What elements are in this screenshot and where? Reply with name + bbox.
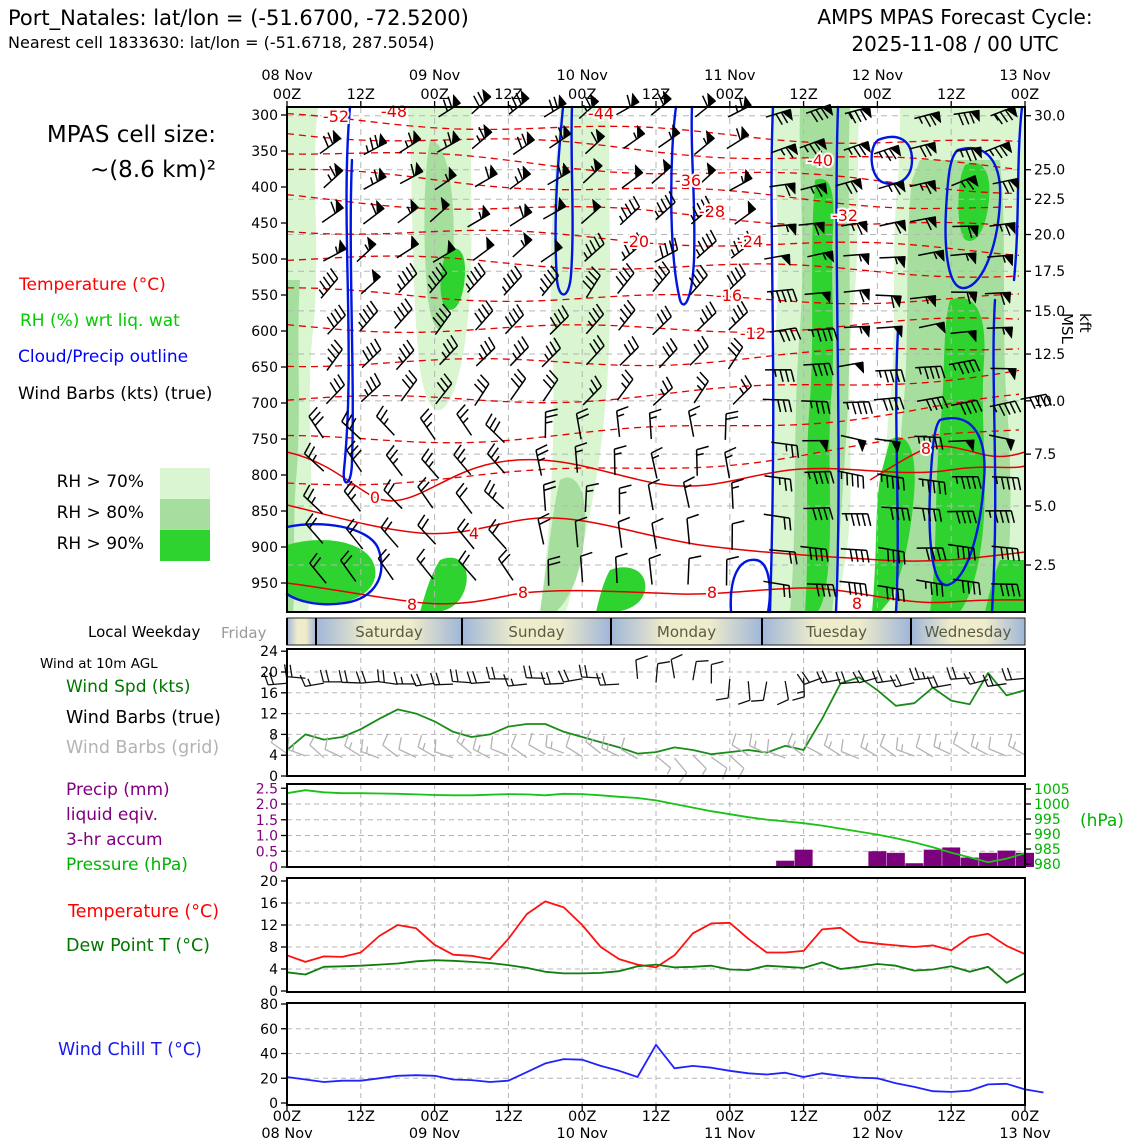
wind-barb (345, 734, 361, 756)
contour-label: -44 (587, 104, 615, 123)
wind-barb (476, 337, 495, 366)
y-tick-label: 80 (260, 997, 278, 1013)
weekday-bar (287, 618, 1025, 645)
top-z-label: 00Z (863, 87, 892, 103)
kft-tick-label: 30.0 (1034, 108, 1066, 125)
wind-barb (916, 735, 932, 756)
wind-barb (656, 756, 671, 774)
top-date-label: 08 Nov (261, 68, 313, 84)
wind-barb (732, 521, 744, 550)
pressure-tick-label: 300 (251, 108, 278, 124)
wind-barb (751, 682, 767, 702)
bottom-z-label: 12Z (789, 1109, 818, 1125)
wind-barb (357, 237, 376, 262)
wind-barb (622, 165, 643, 188)
y-tick-label: 20 (260, 1071, 278, 1088)
top-date-label: 12 Nov (851, 68, 904, 84)
contour-label: -20 (622, 232, 650, 251)
weekday-label: Monday (656, 623, 717, 641)
panel-grid (287, 878, 1025, 992)
wind-barb (694, 131, 714, 155)
wind-barb (431, 673, 453, 685)
bottom-z-label: 00Z (272, 1109, 302, 1125)
wind-barb (693, 661, 709, 681)
cell-size-line2: ~(8.6 km)² (89, 157, 216, 183)
pressure-tick-label: 450 (251, 216, 278, 232)
contour-label: 0 (369, 488, 381, 507)
y-tick-label: 8 (269, 940, 278, 956)
wind-barb (617, 407, 629, 437)
y-tick-label: 2.0 (255, 797, 278, 813)
wind10m-label: Wind at 10m AGL (40, 656, 158, 672)
wind-barb (491, 736, 509, 755)
y-tick-label: 12 (260, 706, 278, 723)
rh70-swatch (160, 468, 210, 499)
wind-barb (732, 479, 744, 509)
rh80-swatch (160, 499, 210, 530)
hpa-tick-label: 985 (1034, 842, 1061, 858)
wind-barb (386, 445, 402, 475)
wind-barb (788, 733, 804, 755)
wind-barb (694, 372, 708, 403)
precip-bar (868, 851, 886, 867)
wind-barb (359, 301, 378, 331)
precip-label-2: liquid eqiv. (66, 805, 159, 825)
wind-barb (1009, 734, 1026, 755)
wind-barb (620, 336, 638, 365)
y-tick-label: 0 (269, 1096, 278, 1112)
wind-barb (362, 339, 381, 368)
top-z-label: 00Z (1010, 87, 1040, 103)
y-tick-label: 4 (269, 962, 278, 978)
wind-barb (693, 755, 706, 774)
legend-rh: RH (%) wrt liq. wat (20, 311, 180, 331)
bottom-z-label: 12Z (937, 1109, 966, 1125)
temperature-panel (260, 874, 1025, 1000)
contour-label: 8 (406, 595, 418, 614)
contour-label: 8 (706, 583, 718, 602)
y-tick-label: 1.0 (255, 828, 278, 845)
pressure-tick-label: 900 (251, 540, 278, 556)
wind-barb (327, 305, 345, 334)
pressure-tick-label: 400 (251, 180, 278, 196)
hpa-unit-label: (hPa) (1080, 811, 1124, 831)
contour-label: -36 (674, 171, 702, 190)
pressure-tick-label: 750 (251, 432, 278, 448)
wind-barb (475, 301, 493, 331)
wind-barb (421, 409, 436, 440)
panel-grid (287, 1003, 1025, 1105)
weekday-label: Sunday (508, 623, 565, 641)
wind-barb (475, 165, 497, 187)
contour-label: -52 (322, 107, 350, 126)
y-tick-label: 20 (260, 665, 278, 681)
wind-barb (456, 483, 472, 513)
wind-barb (347, 441, 362, 472)
pressure-tick-label: 700 (251, 396, 278, 412)
kft-tick-label: 10.0 (1034, 393, 1066, 410)
y-tick-label: 40 (260, 1046, 278, 1063)
wind-barb (581, 552, 593, 582)
hpa-tick-label: 1005 (1034, 782, 1070, 798)
legend-temperature: Temperature (°C) (19, 275, 166, 295)
wind-barb (342, 411, 361, 440)
wind-barb (383, 734, 398, 757)
kft-tick-label: 7.5 (1034, 447, 1057, 464)
precip-bar (887, 853, 905, 867)
wind-barb (324, 163, 343, 188)
wind-barb (620, 196, 640, 225)
wind-barb (361, 373, 380, 401)
page-subtitle: Nearest cell 1833630: lat/lon = (-51.6718, 287.5054) (8, 33, 435, 52)
wind-barb (674, 758, 686, 783)
wind-barb (910, 668, 933, 680)
y-tick-label: 2.5 (255, 781, 278, 798)
wind-barb (396, 340, 413, 370)
wind-barb (688, 556, 701, 584)
y-tick-label: 0 (269, 769, 278, 785)
pressure-tick-label: 600 (251, 324, 278, 340)
bottom-date-label: 11 Nov (704, 1126, 756, 1140)
kft-tick-label: 2.5 (1034, 558, 1057, 574)
wind-barb (361, 269, 380, 294)
weekday-axis-label: Local Weekday (88, 623, 201, 641)
top-z-label: 00Z (568, 87, 597, 103)
kft-tick-label: 20.0 (1034, 227, 1066, 244)
y-tick-label: 8 (269, 727, 278, 744)
wind-barb (597, 673, 620, 685)
wind-barb (684, 477, 695, 508)
contour-label: 8 (517, 583, 529, 602)
pressure-label: Pressure (hPa) (66, 855, 188, 875)
bottom-date-label: 10 Nov (556, 1126, 608, 1140)
top-z-label: 12Z (494, 87, 523, 103)
wind-barb (954, 732, 970, 754)
wind-barb (659, 338, 677, 367)
wind-barb (457, 405, 472, 436)
temp-label: Temperature (°C) (68, 902, 220, 922)
hpa-tick-label: 990 (1034, 827, 1061, 843)
top-z-label: 12Z (346, 87, 375, 103)
rh80-label: RH > 80% (56, 503, 144, 523)
rh90-region (596, 567, 645, 612)
wind-spd-legend: Wind Spd (kts) (66, 677, 191, 697)
wind-barb (618, 517, 630, 547)
wind-barb (697, 446, 709, 475)
precip-bar (795, 850, 813, 867)
hpa-tick-label: 995 (1034, 812, 1061, 828)
wind-barb (399, 737, 416, 757)
wind-barb (510, 204, 532, 226)
top-z-label: 00Z (272, 87, 302, 103)
wind-barbs-grid-legend: Wind Barbs (grid) (66, 738, 220, 758)
wind-barb (511, 369, 526, 400)
wind-barb (651, 448, 662, 479)
wind-panel (260, 644, 1025, 785)
precip-label-3: 3-hr accum (66, 830, 163, 850)
wind-barb (566, 735, 582, 757)
bottom-z-label: 00Z (863, 1109, 892, 1125)
wind-barb (472, 89, 491, 114)
precip-bar (924, 850, 942, 867)
y-tick-label: 0 (269, 860, 278, 876)
y-tick-label: 12 (260, 918, 278, 934)
wind-barb (690, 336, 708, 365)
wind-barb (467, 671, 490, 683)
wind-barb (697, 302, 716, 331)
hpa-tick-label: 980 (1034, 857, 1061, 873)
bottom-date-label: 13 Nov (999, 1126, 1051, 1140)
wind-barb (309, 407, 323, 438)
wind-barb (344, 481, 360, 511)
rh90-swatch (160, 530, 210, 561)
hpa-tick-label: 1000 (1034, 797, 1070, 813)
wind-barb (649, 554, 661, 584)
wind-barb (546, 734, 564, 753)
wind-barb (616, 263, 634, 293)
top-date-label: 13 Nov (999, 68, 1051, 84)
wind-barb (619, 485, 631, 514)
wind-barb (319, 268, 338, 298)
windchill-label: Wind Chill T (°C) (58, 1040, 202, 1060)
bottom-z-label: 00Z (420, 1109, 449, 1125)
wind-barb (417, 549, 433, 579)
wind-barb (652, 159, 672, 183)
cross-section-panel (251, 68, 1065, 614)
y-tick-label: 60 (260, 1021, 278, 1038)
wind-barb (725, 448, 736, 479)
wind-barbs-true-legend: Wind Barbs (true) (66, 708, 221, 728)
panel-grid (287, 784, 1025, 867)
contour-label: -32 (831, 206, 859, 225)
kft-tick-label: 25.0 (1034, 162, 1066, 179)
top-date-label: 09 Nov (408, 68, 461, 84)
wind-barb (356, 671, 379, 683)
wind-barb (880, 734, 896, 756)
y-tick-label: 0 (269, 984, 278, 1000)
top-z-label: 12Z (937, 87, 966, 103)
bottom-date-label: 12 Nov (851, 1126, 904, 1140)
wind-barb (320, 130, 341, 153)
wind-barb (364, 168, 387, 190)
wind-barb (472, 124, 492, 148)
wind-barb (896, 737, 914, 756)
wind-barb (377, 406, 395, 435)
forecast-cycle-line1: AMPS MPAS Forecast Cycle: (817, 5, 1093, 29)
contour-label: -16 (715, 286, 743, 305)
wind-barb (616, 93, 639, 115)
contour-label: 8 (851, 594, 863, 613)
weekday-friday-label: Friday (221, 624, 267, 642)
kft-tick-label: 17.5 (1034, 264, 1066, 281)
y-tick-label: 16 (260, 896, 278, 912)
wind-barb (652, 518, 663, 549)
wind-barb (687, 515, 699, 545)
kft-axis-label: kft MSL (1058, 313, 1094, 344)
wind-barb (504, 674, 527, 686)
contour-label: -24 (736, 232, 764, 251)
wind-barb (326, 375, 344, 404)
wind-barb (716, 679, 730, 700)
wind-barb (381, 518, 398, 548)
bottom-time-axis (261, 1105, 1051, 1140)
top-z-label: 12Z (789, 87, 818, 103)
panel-grid (287, 649, 1025, 776)
wind-barb (934, 734, 951, 754)
wind-barb (418, 515, 436, 544)
wind-barb (617, 370, 632, 400)
wind-barb (473, 237, 494, 260)
wind-barb (513, 132, 534, 155)
bottom-z-label: 12Z (346, 1109, 375, 1125)
pressure-tick-label: 950 (251, 576, 278, 592)
wind-barb (636, 656, 648, 679)
wind-barb (695, 93, 715, 117)
weekday-label: Tuesday (805, 623, 868, 641)
precip-label-1: Precip (mm) (66, 780, 170, 800)
wind-barb (624, 125, 645, 148)
legend-cloud: Cloud/Precip outline (18, 347, 189, 367)
pressure-tick-label: 550 (251, 288, 278, 304)
contour-label: 4 (468, 524, 480, 543)
wind-barb (861, 735, 878, 756)
bottom-z-label: 00Z (1010, 1109, 1040, 1125)
wind-barb (486, 414, 505, 443)
pressure-tick-label: 850 (251, 504, 278, 520)
forecast-cycle (790, 4, 1120, 58)
wind-barb (364, 133, 387, 154)
wind-barb (824, 734, 840, 756)
dewpoint-label: Dew Point T (°C) (66, 936, 211, 956)
y-tick-label: 16 (260, 685, 278, 702)
weekday-label: Saturday (355, 623, 423, 641)
rh90-label: RH > 90% (56, 534, 144, 554)
wind-chill-panel (260, 997, 1043, 1112)
wind-barb (653, 262, 670, 292)
wind-barb (325, 737, 342, 757)
wind-barb (689, 406, 700, 437)
wind-barb (671, 655, 682, 679)
wind-barb (1002, 668, 1025, 680)
pressure-tick-label: 500 (251, 252, 278, 268)
precip-pressure-panel (256, 781, 1070, 876)
wind-barb (300, 675, 324, 686)
wind-barb (485, 480, 504, 508)
bottom-date-label: 08 Nov (261, 1126, 313, 1140)
wind-barb (322, 199, 343, 222)
contour-label: -48 (380, 102, 408, 121)
bottom-z-label: 00Z (715, 1109, 744, 1125)
wind-barb (614, 446, 626, 475)
wind-barb (510, 337, 528, 366)
forecast-cycle-line2: 2025-11-08 / 00 UTC (851, 32, 1059, 56)
wind-barb (989, 737, 1007, 756)
pressure-tick-label: 800 (251, 468, 278, 484)
wind-barb (650, 409, 662, 439)
contour-label: 8 (920, 439, 932, 458)
contour-label: -28 (698, 202, 726, 221)
top-z-label: 12Z (641, 87, 671, 103)
pressure-tick-label: 650 (251, 360, 278, 376)
y-tick-label: 24 (260, 644, 278, 661)
legend-windbarbs: Wind Barbs (kts) (true) (18, 384, 213, 404)
pressure-tick-label: 350 (251, 144, 278, 160)
wind-barb (418, 735, 435, 756)
bottom-z-label: 00Z (568, 1109, 597, 1125)
page-title: Port_Natales: lat/lon = (-51.6700, -72.5200) (8, 6, 469, 30)
wind-barb (488, 444, 505, 474)
y-tick-label: 4 (269, 748, 278, 765)
y-tick-label: 20 (260, 874, 278, 890)
kft-tick-label: 15.0 (1034, 303, 1066, 320)
kft-tick-label: 22.5 (1034, 192, 1066, 209)
y-tick-label: 1.5 (255, 812, 278, 829)
bottom-date-label: 09 Nov (408, 1126, 461, 1140)
kft-tick-label: 12.5 (1034, 347, 1066, 364)
wind-barb (733, 375, 751, 404)
bottom-z-label: 12Z (494, 1109, 523, 1125)
data-line (287, 1045, 1044, 1093)
wind-barb (874, 145, 901, 160)
cell-size-label (10, 118, 216, 188)
wind-barb (361, 739, 379, 758)
y-tick-label: 0.5 (255, 844, 278, 861)
rh70-label: RH > 70% (56, 472, 144, 492)
contour-label: -40 (806, 151, 834, 170)
weekday-label: Wednesday (924, 623, 1012, 641)
wind-barb (422, 449, 439, 479)
wind-barb (511, 735, 527, 757)
top-date-label: 10 Nov (556, 68, 608, 84)
wind-barb (529, 733, 546, 754)
top-z-label: 00Z (420, 87, 449, 103)
bottom-z-label: 12Z (641, 1109, 671, 1125)
wind-barb (513, 232, 532, 257)
wind-barb (971, 734, 988, 755)
weekday-segment (287, 618, 316, 645)
top-date-label: 11 Nov (704, 68, 756, 84)
wind-barb (503, 266, 522, 295)
cell-size-line1: MPAS cell size: (46, 122, 216, 148)
contour-label: -12 (739, 324, 767, 343)
wind-barb (394, 299, 412, 329)
wind-barb (653, 306, 672, 335)
kft-tick-label: 5.0 (1034, 498, 1057, 515)
top-z-label: 00Z (715, 87, 744, 103)
